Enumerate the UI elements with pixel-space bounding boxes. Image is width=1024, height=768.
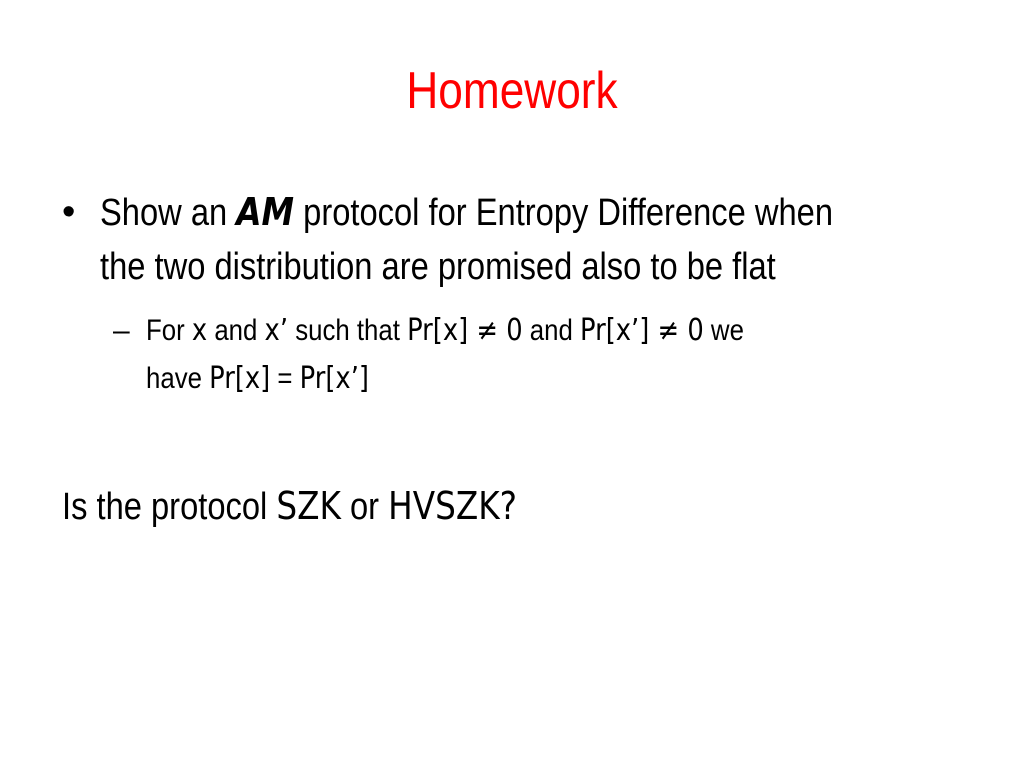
sub-bullet-line-2 xyxy=(146,361,1024,397)
math-x: x xyxy=(191,313,208,348)
math-pr-x: Pr[x] xyxy=(209,361,271,396)
am-math-term: AM xyxy=(236,190,295,234)
sub-text-for: For xyxy=(146,314,192,347)
sub-text-have: have xyxy=(146,362,210,395)
math-pr-x-ne-0: Pr[x] ≠ 0 xyxy=(407,313,523,348)
sub-text-such-that: such that xyxy=(288,314,408,347)
math-x-prime: x’ xyxy=(264,313,289,348)
math-pr-x-prime-ne-0: Pr[x’] ≠ 0 xyxy=(580,313,704,348)
bullet-marker: • xyxy=(62,191,76,233)
sub-bullet-line-1 xyxy=(146,313,1024,349)
math-hvszk: HVSZK? xyxy=(388,484,517,528)
sub-bullet-line-1-content xyxy=(146,313,744,349)
question-text-or: or xyxy=(340,486,389,528)
bullet-text-pre: Show an xyxy=(100,192,237,234)
question-line xyxy=(62,484,1024,531)
question-content xyxy=(62,484,517,531)
bullet-line-1 xyxy=(100,190,1024,237)
bullet-text-post: protocol for Entropy Difference when xyxy=(294,192,834,234)
sub-text-and-2: and xyxy=(522,314,581,347)
question-text-pre: Is the protocol xyxy=(62,486,277,528)
bullet-line-2-text: the two distribution are promised also to be flat xyxy=(100,246,776,288)
sub-text-equals: = xyxy=(270,362,300,395)
sub-text-we: we xyxy=(703,314,744,347)
slide-title: Homework xyxy=(406,62,618,120)
bullet-line-2 xyxy=(100,245,1024,291)
math-szk: SZK xyxy=(276,484,341,528)
sub-bullet-marker: – xyxy=(113,314,130,347)
sub-text-and-1: and xyxy=(207,314,265,347)
bullet-line-1-content xyxy=(100,190,833,237)
math-pr-x-prime: Pr[x’] xyxy=(299,361,369,396)
sub-bullet-line-2-content xyxy=(146,361,369,397)
